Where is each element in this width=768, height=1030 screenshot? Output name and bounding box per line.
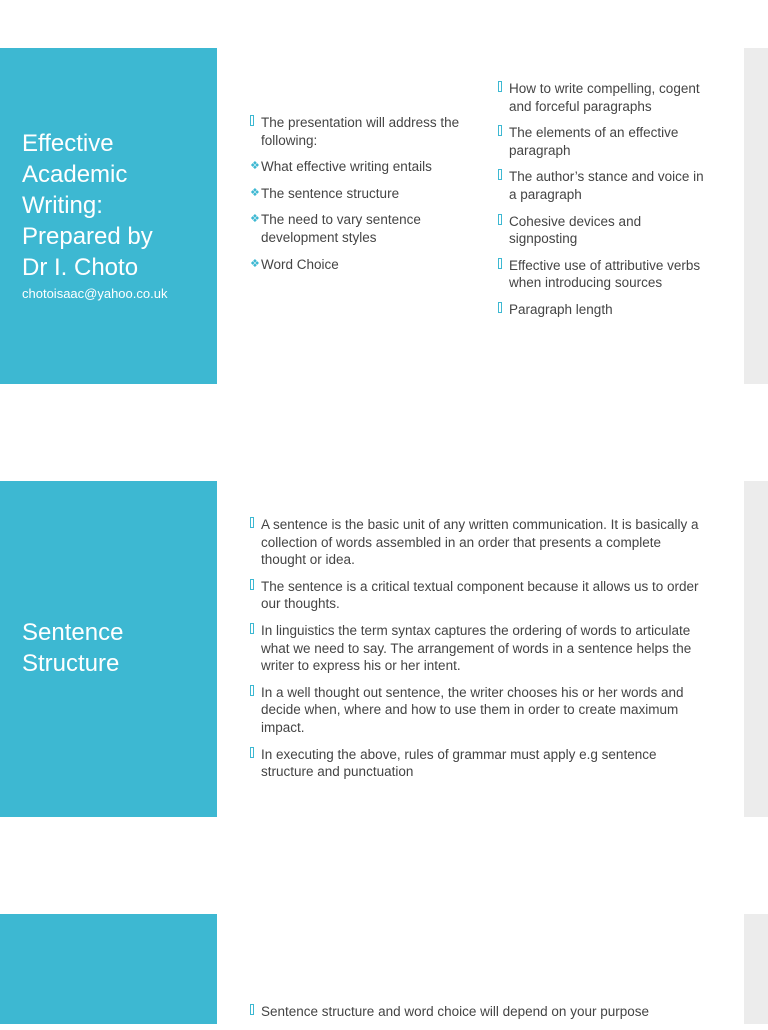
bullet-box-icon bbox=[250, 747, 254, 762]
list-item: In executing the above, rules of grammar must apply e.g sentence structure and punctuation bbox=[250, 746, 705, 781]
title-line: Prepared by bbox=[22, 223, 153, 250]
bullet-box-icon bbox=[498, 302, 502, 317]
slide-3 bbox=[0, 914, 768, 1024]
list-item: ❖ The sentence structure bbox=[250, 185, 400, 201]
slide-1-title bbox=[22, 128, 153, 283]
title-line: Academic bbox=[22, 161, 128, 188]
bullet-box-icon bbox=[250, 115, 254, 130]
diamond-bullet-icon: ❖ bbox=[250, 213, 260, 226]
slide-1-title-panel bbox=[0, 48, 217, 384]
title-line: Dr I. Choto bbox=[22, 254, 139, 281]
slide-2 bbox=[0, 481, 768, 817]
bullet-box-icon bbox=[498, 125, 502, 140]
bullet-box-icon bbox=[250, 623, 254, 638]
next-slide-edge bbox=[744, 914, 768, 1024]
list-item: In a well thought out sentence, the writer chooses his or her words and decide when, where and how to use them in order to create maximum impact. bbox=[250, 684, 705, 737]
list-item: In linguistics the term syntax captures the ordering of words to articulate what we need to say. The arrangement of words in a sentence helps the writer to express his or her intent. bbox=[250, 622, 705, 675]
slide-1 bbox=[0, 48, 768, 384]
list-item: ❖ The need to vary sentence development styles bbox=[250, 212, 421, 245]
bullet-box-icon bbox=[250, 579, 254, 594]
next-slide-edge bbox=[744, 481, 768, 817]
list-item: ❖ What effective writing entails bbox=[250, 159, 432, 175]
title-line: Sentence bbox=[22, 619, 124, 646]
bullet-box-icon bbox=[250, 517, 254, 532]
slide-2-title bbox=[22, 617, 123, 679]
list-item: Effective use of attributive verbs when introducing sources bbox=[498, 257, 713, 292]
list-item: Paragraph length bbox=[498, 301, 713, 319]
list-item: Cohesive devices and signposting bbox=[498, 213, 713, 248]
bullet-box-icon bbox=[498, 169, 502, 184]
bullet-box-icon bbox=[498, 214, 502, 229]
diamond-bullet-icon: ❖ bbox=[250, 257, 260, 270]
slide-2-title-panel bbox=[0, 481, 217, 817]
list-item: How to write compelling, cogent and forceful paragraphs bbox=[498, 80, 713, 115]
list-item: The sentence is a critical textual component because it allows us to order our thoughts. bbox=[250, 578, 705, 613]
next-slide-edge bbox=[744, 48, 768, 384]
list-item: The elements of an effective paragraph bbox=[498, 124, 713, 159]
title-line: Effective bbox=[22, 130, 114, 157]
list-item: The presentation will address the following: bbox=[250, 114, 460, 149]
agenda-list-right bbox=[498, 80, 713, 328]
agenda-list-left bbox=[250, 114, 460, 282]
slide-3-list bbox=[250, 1003, 705, 1030]
list-item: A sentence is the basic unit of any written communication. It is basically a collection of words assembled in an order that presents a complete thought or idea. bbox=[250, 516, 705, 569]
bullet-box-icon bbox=[498, 258, 502, 273]
author-email: chotoisaac@yahoo.co.uk bbox=[22, 286, 168, 301]
slide-3-title-panel bbox=[0, 914, 217, 1024]
diamond-bullet-icon: ❖ bbox=[250, 186, 260, 199]
list-item: Sentence structure and word choice will depend on your purpose bbox=[250, 1003, 705, 1021]
bullet-box-icon bbox=[250, 685, 254, 700]
bullet-box-icon bbox=[498, 81, 502, 96]
list-item: ❖ Word Choice bbox=[250, 256, 339, 272]
bullet-box-icon bbox=[250, 1004, 254, 1019]
sentence-structure-list bbox=[250, 516, 705, 790]
title-line: Writing: bbox=[22, 192, 103, 219]
list-item: The author’s stance and voice in a paragraph bbox=[498, 168, 713, 203]
diamond-bullet-icon: ❖ bbox=[250, 160, 260, 173]
title-line: Structure bbox=[22, 650, 120, 677]
